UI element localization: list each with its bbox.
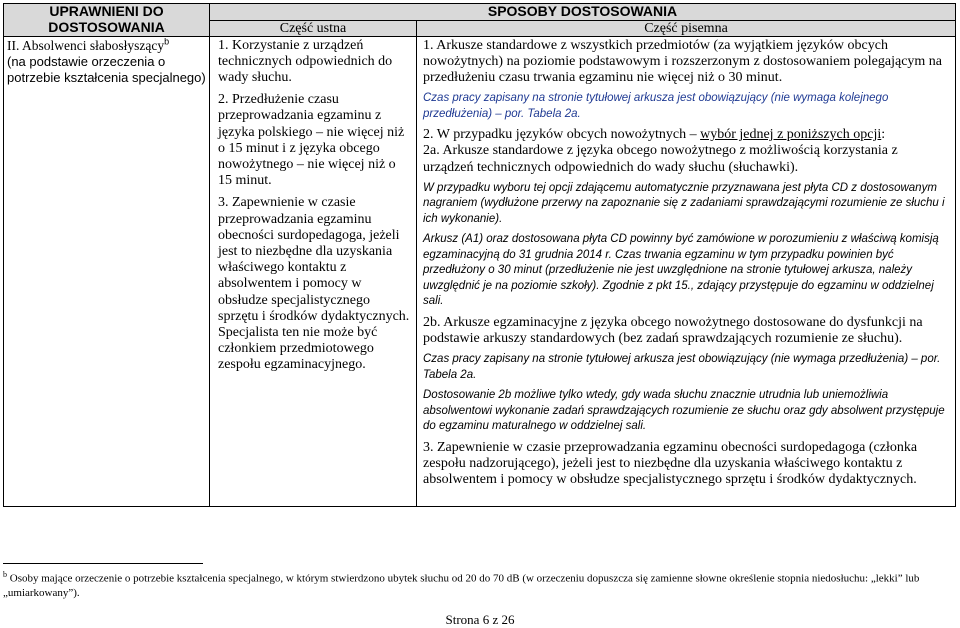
written-item-2b: 2b. Arkusze egzaminacyjne z języka obcego nowożytnego dostosowane do dysfunkcji na podstawie arkuszy standardowych (bez zadań sprawdzających rozumienie ze słuchu). — [423, 314, 923, 346]
footnote — [3, 568, 958, 600]
footnote-marker: b — [164, 36, 170, 47]
written-item-1: 1. Arkusze standardowe z wszystkich przedmiotów (za wyjątkiem języków obcych nowożytnych) na poziomie podstawowym i rozszerzonym z dostosowaniem polegającym na przedłużeniu czasu trwania egzaminu nie więcej niż o 30 minut. — [423, 37, 943, 85]
oral-item-3-note: Specjalista ten nie może być członkiem przedmiotowego zespołu egzaminacyjnego. — [218, 324, 378, 373]
written-item-2a: 2a. Arkusze standardowe z języka obcego nowożytnego z możliwością korzystania z urządzeń technicznych odpowiednich do wady słuchu (słuchawki). — [423, 143, 898, 175]
header-oral: Część ustna — [210, 20, 417, 36]
written-item-2a-note-2: Arkusz (A1) oraz dostosowana płyta CD powinny być zamówione w porozumieniu z właściwą komisją egzaminacyjną do 31 grudnia 2014 r. Czas trwania egzaminu w tym przypadku powinien być przedłużony o 30 minut (przedłużenie nie jest uwzględnione na stronie tytułowej arkusza, należy uwzględnić je na poziomie szkoły). Zgodnie z pkt 15., zdający przystępuje do egzaminu w oddzielnej sali. — [423, 233, 939, 308]
eligible-group-basis: (na podstawie orzeczenia o potrzebie kształcenia specjalnego) — [7, 53, 206, 85]
written-item-2b-note-1: Czas pracy zapisany na stronie tytułowej arkusza jest obowiązujący (nie wymaga przedłużenia) – por. Tabela 2a. — [423, 353, 941, 381]
adjustments-table — [3, 3, 956, 507]
footnote-text: Osoby mające orzeczenie o potrzebie kształcenia specjalnego, w którym stwierdzono ubytek słuchu od 20 do 70 dB (w orzeczeniu dopuszcza się zamienne słowne określenie stopnia niedosłuchu: „lekki” lub „umiarkowany”). — [3, 572, 920, 599]
header-methods: SPOSOBY DOSTOSOWANIA — [210, 4, 956, 21]
written-item-3: 3. Zapewnienie w czasie przeprowadzania egzaminu obecności surdopedagoga (członka zespołu nadzorującego), jeżeli jest to niezbędne dla uzyskania właściwego kontaktu z absolwentem i pomocy w obsłudze specjalistycznego sprzętu i środków dydaktycznych. — [423, 439, 918, 488]
written-item-2a-note-1: W przypadku wyboru tej opcji zdającemu automatycznie przyznawana jest płyta CD z dostosowanym nagraniem (wydłużone przerwy na zapoznanie się z zadaniami sprawdzającymi rozumienie ze słuchu i ich wykonanie). — [423, 181, 945, 225]
oral-item-3: 3. Zapewnienie w czasie przeprowadzania egzaminu obecności surdopedagoga, jeżeli jest to niezbędne dla uzyskania właściwego kontaktu z absolwentem i pomocy w obsłudze specjalistycznego sprzętu i środków dydaktycznych. — [218, 195, 410, 324]
footnote-separator — [3, 563, 203, 564]
written-item-2b-note-2: Dostosowanie 2b możliwe tylko wtedy, gdy wada słuchu znacznie utrudnia lub uniemożliwia absolwentowi wykonanie zadań sprawdzających rozumienie ze słuchu oraz gdy absolwent przystępuje do egzaminu maturalnego w oddzielnej sali. — [423, 389, 945, 433]
eligible-cell — [4, 36, 210, 506]
eligible-group-title: II. Absolwenci słabosłyszący — [7, 37, 165, 53]
written-item-2: 2. W przypadku języków obcych nowożytnych – wybór jednej z poniższych opcji: — [423, 127, 886, 143]
oral-cell — [210, 36, 417, 506]
oral-item-1: 1. Korzystanie z urządzeń technicznych odpowiednich do wady słuchu. — [218, 37, 393, 85]
written-item-1-note: Czas pracy zapisany na stronie tytułowej arkusza jest obowiązujący (nie wymaga kolejnego przedłużenia) – por. Tabela 2a. — [423, 92, 889, 120]
oral-item-2: 2. Przedłużenie czasu przeprowadzania egzaminu z języka polskiego – nie więcej niż o 15 minut i z języka obcego nowożytnego – nie więcej niż o 15 minut. — [218, 92, 405, 189]
header-written: Część pisemna — [417, 20, 956, 36]
written-cell — [417, 36, 956, 506]
footnote-mark: b — [3, 570, 7, 579]
header-eligible: UPRAWNIENI DO DOSTOSOWANIA — [4, 4, 210, 37]
page-number: Strona 6 z 26 — [445, 612, 515, 627]
